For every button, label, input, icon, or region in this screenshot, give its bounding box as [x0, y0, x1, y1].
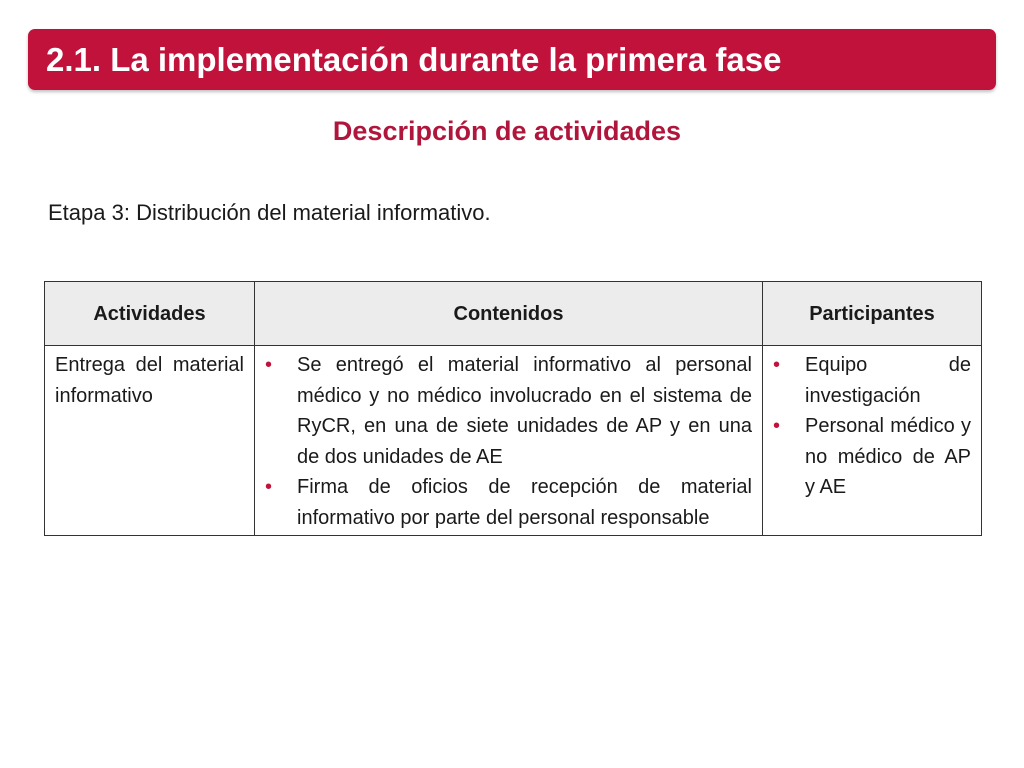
contents-list: [265, 350, 752, 533]
title-bar: [28, 29, 996, 90]
section-subtitle: Descripción de actividades: [332, 116, 682, 146]
bullet-icon: •: [773, 415, 781, 437]
participants-list: [773, 350, 971, 503]
bullet-icon: •: [773, 354, 781, 376]
bullet-icon: •: [265, 476, 273, 498]
activities-table: [44, 281, 982, 536]
list-item-text: Personal médico y no médico de AP y AE: [805, 415, 971, 498]
table-row: [45, 346, 982, 536]
list-item: [265, 350, 752, 472]
list-item-text: Se entregó el material informativo al personal médico y no médico involucrado en el sistema de RyCR, en una de siete unidades de AP y en una de dos unidades de AE: [297, 354, 752, 468]
header-contents: Contenidos: [255, 282, 763, 346]
activity-cell: Entrega del material informativo: [45, 346, 255, 536]
list-item: [265, 472, 752, 533]
header-participants: Participantes: [763, 282, 982, 346]
list-item-text: Equipo de investigación: [805, 354, 971, 407]
page-title: 2.1. La implementación durante la primera fase: [46, 40, 782, 78]
list-item: [773, 411, 971, 503]
participants-cell: [763, 346, 982, 536]
stage-description: Etapa 3: Distribución del material informativo.: [48, 200, 491, 225]
list-item-text: Firma de oficios de recepción de material informativo por parte del personal responsable: [297, 476, 752, 529]
contents-cell: [255, 346, 763, 536]
bullet-icon: •: [265, 354, 273, 376]
table-header-row: [45, 282, 982, 346]
header-activities: Actividades: [45, 282, 255, 346]
list-item: [773, 350, 971, 411]
